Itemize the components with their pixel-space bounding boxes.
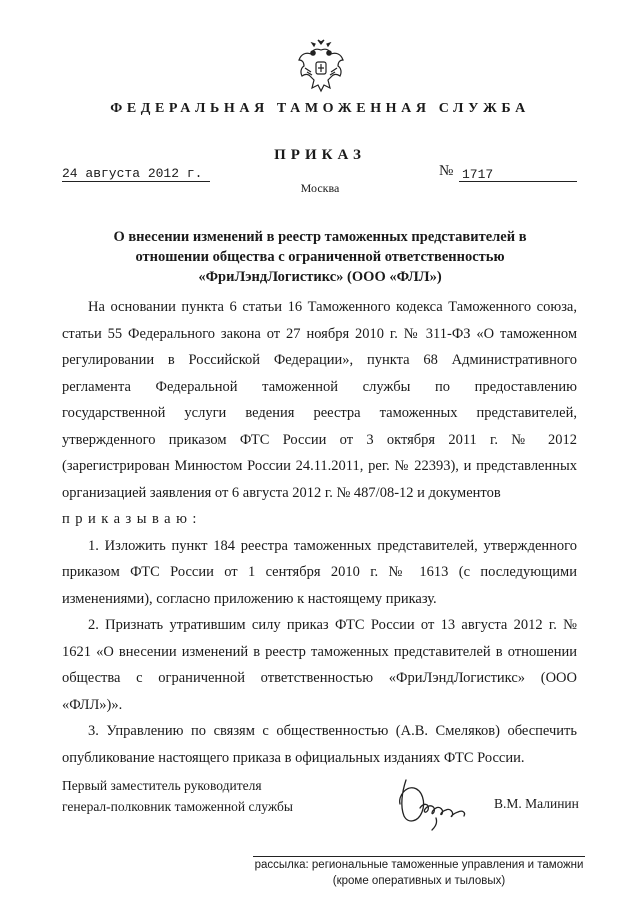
subject-line: «ФриЛэндЛогистикс» (ООО «ФЛЛ») (198, 269, 442, 285)
city: Москва (300, 181, 340, 195)
signatory-name: В.М. Малинин (494, 796, 579, 811)
handwritten-signature (392, 772, 478, 832)
distribution-line: рассылка: региональные таможенные управления и таможни (254, 859, 584, 871)
double-headed-eagle-emblem (296, 38, 346, 94)
agency-name: ФЕДЕРАЛЬНАЯ ТАМОЖЕННАЯ СЛУЖБА (110, 101, 530, 116)
distribution-line: (кроме оперативных и тыловых) (332, 875, 506, 887)
order-item-3: 3. Управлению по связям с общественностью (А.В. Смеляков) обеспечить опубликование настоящего приказа в официальных изданиях ФТС России. (62, 723, 577, 766)
subject-line: отношении общества с ограниченной ответственностью (135, 249, 505, 265)
order-date: 24 августа 2012 г. (62, 166, 203, 181)
signatory-role (62, 775, 293, 817)
order-word: приказываю: (62, 511, 202, 527)
distribution-list (253, 857, 585, 889)
document-type: ПРИКАЗ (274, 147, 366, 163)
order-item-2: 2. Признать утратившим силу приказ ФТС России от 13 августа 2012 г. № 1621 «О внесении изменений в реестр таможенных представителей в отношении общества с ограниченной ответственностью «ФриЛэндЛогистикс» (ООО «ФЛЛ»)». (62, 617, 577, 713)
order-subject (100, 227, 540, 287)
preamble-paragraph: На основании пункта 6 статьи 16 Таможенного кодекса Таможенного союза, статьи 55 Федерального закона от 27 ноября 2010 г. № 311-ФЗ «О таможенном регулировании в Российской Федерации», пункта 68 Административного регламента Федеральной таможенной службы по предоставлению государственной услуги ведения реестра таможенных представителей, утвержденного приказом ФТС России от 3 октября 2011 г. № 2012 (зарегистрирован Минюстом России 24.11.2011, рег. № 22393), и представленных организацией заявления от 6 августа 2012 г. № 487/08-12 и документов (62, 299, 577, 501)
order-body (62, 294, 577, 771)
order-item-1: 1. Изложить пункт 184 реестра таможенных представителей, утвержденного приказом ФТС России от 1 сентября 2010 г. № 1613 (с последующими изменениями), согласно приложению к настоящему приказу. (62, 537, 577, 607)
subject-line: О внесении изменений в реестр таможенных представителей в (113, 229, 527, 245)
role-line: Первый заместитель руководителя (62, 778, 262, 793)
number-sign: № (439, 163, 454, 179)
role-line: генерал-полковник таможенной службы (62, 799, 293, 814)
order-number: 1717 (462, 167, 494, 182)
